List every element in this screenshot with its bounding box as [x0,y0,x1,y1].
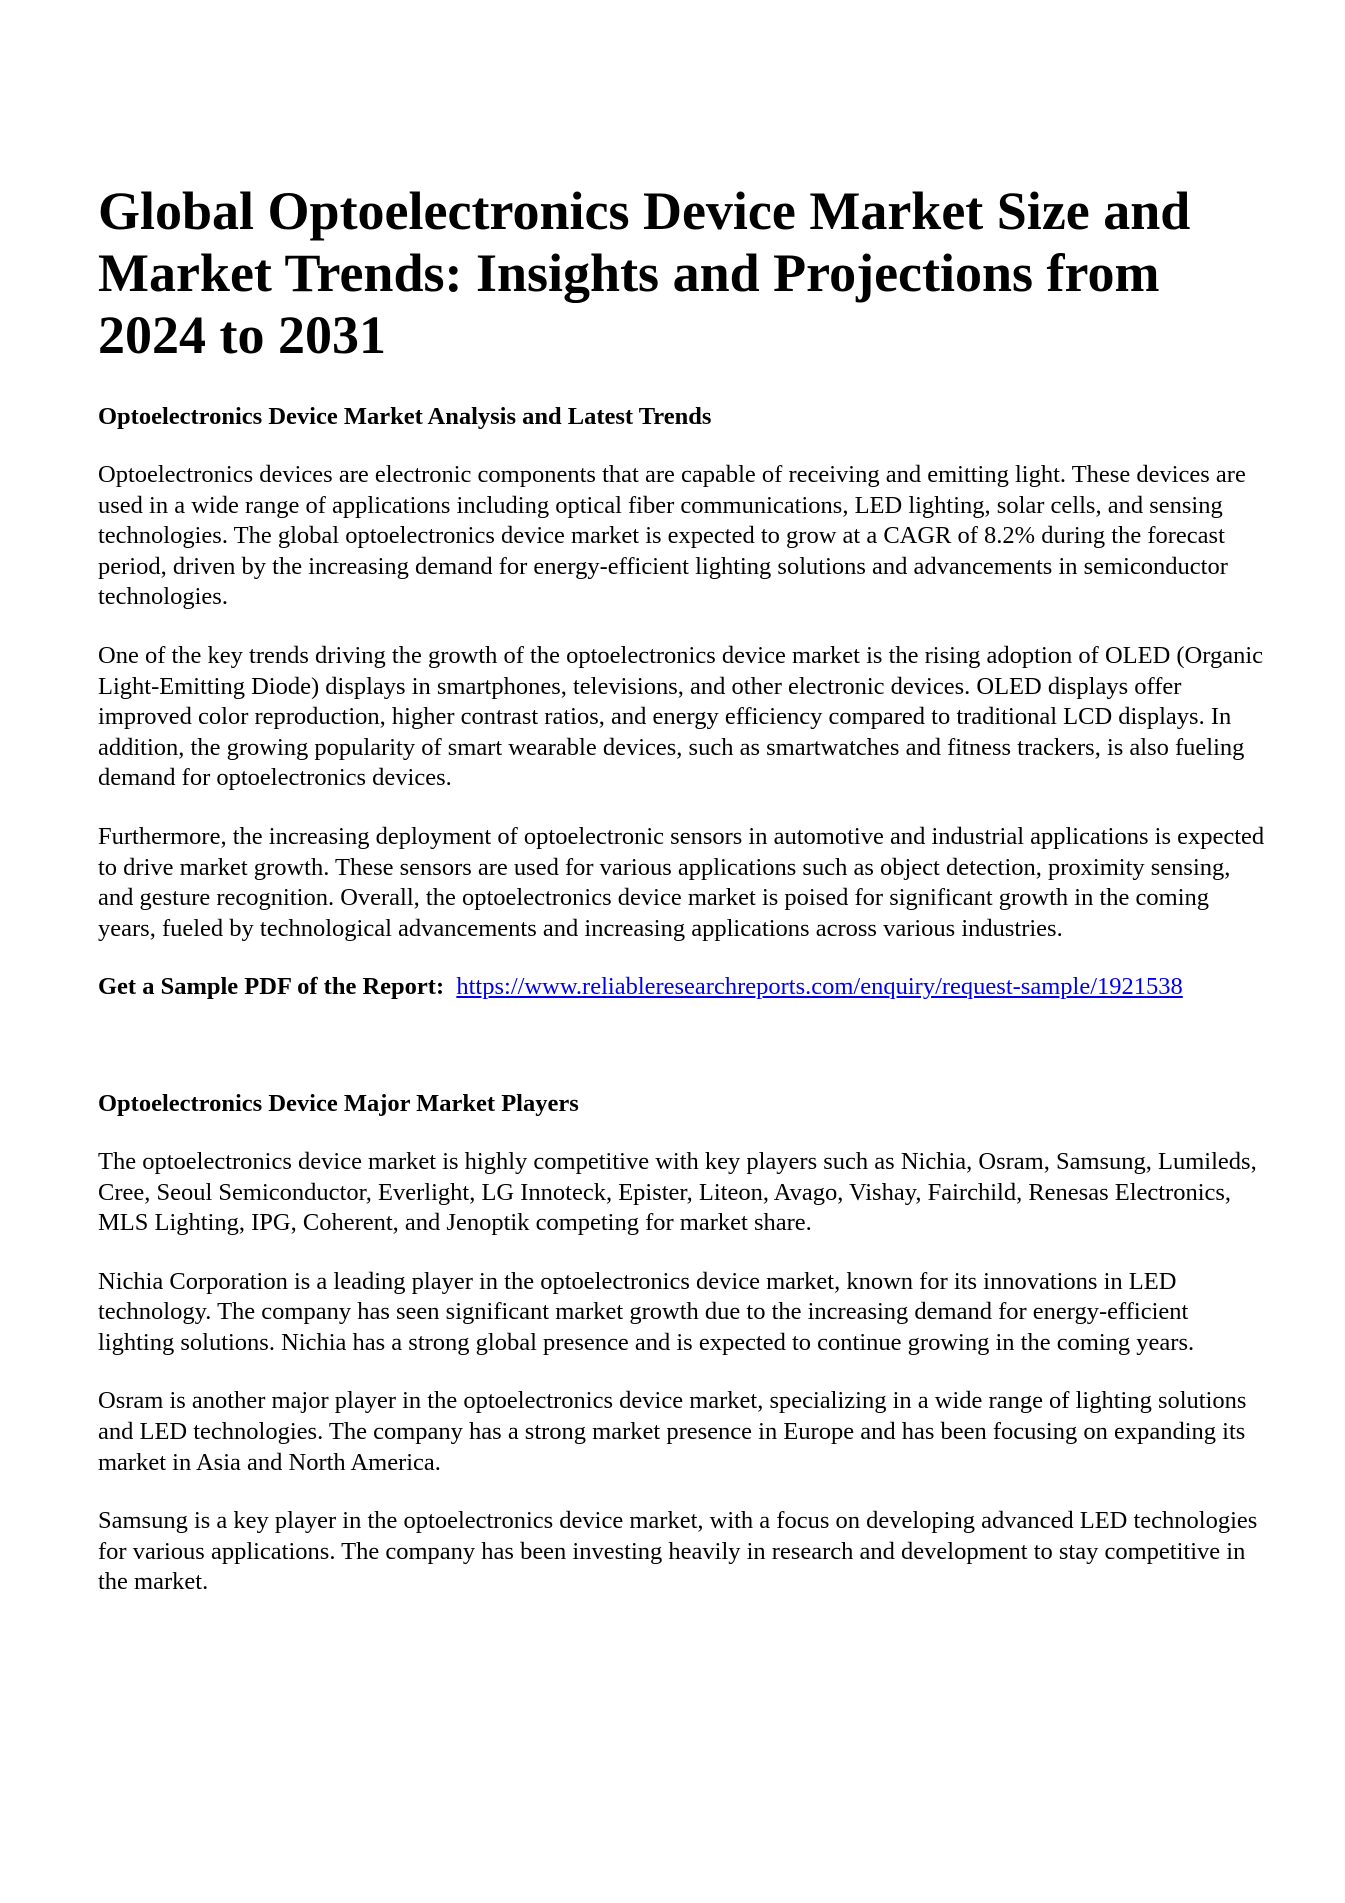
paragraph-intro: Optoelectronics devices are electronic components that are capable of receiving and emitting light. These devices are used in a wide range of applications including optical fiber communications, LED lighting, solar cells, and sensing technologies. The global optoelectronics device market is expected to grow at a CAGR of 8.2% during the forecast period, driven by the increasing demand for energy-efficient lighting solutions and advancements in semiconductor technologies. [98,461,1246,611]
paragraph-samsung: Samsung is a key player in the optoelectronics device market, with a focus on developing advanced LED technologies for various applications. The company has been investing heavily in research and development to stay competitive in the market. [98,1507,1258,1596]
section-heading: Optoelectronics Device Major Market Players [98,1089,579,1117]
sample-pdf-link[interactable]: https://www.reliableresearchreports.com/enquiry/request-sample/1921538 [456,973,1183,1001]
document-page [98,180,1268,1626]
sample-pdf-label: Get a Sample PDF of the Report: [98,973,445,1001]
sample-pdf-line [98,972,1268,1003]
paragraph-nichia: Nichia Corporation is a leading player in the optoelectronics device market, known for its innovations in LED technology. The company has seen significant market growth due to the increasing demand for energy-efficient lighting solutions. Nichia has a strong global presence and is expected to continue growing in the coming years. [98,1267,1195,1356]
section-heading: Optoelectronics Device Market Analysis and Latest Trends [98,403,712,430]
paragraph-players-list: The optoelectronics device market is highly competitive with key players such as Nichia, Osram, Samsung, Lumileds, Cree, Seoul Semiconductor, Everlight, LG Innoteck, Epister, Liteon, Avago, Vishay, Fairchild, Renesas Electronics, MLS Lighting, IPG, Coherent, and Jenoptik competing for market share. [98,1147,1257,1237]
section-market-players [98,1089,1268,1598]
paragraph-osram: Osram is another major player in the optoelectronics device market, specializing in a wide range of lighting solutions and LED technologies. The company has a strong market presence in Europe and has been focusing on expanding its market in Asia and North America. [98,1387,1247,1476]
paragraph-sensors: Furthermore, the increasing deployment of optoelectronic sensors in automotive and industrial applications is expected to drive market growth. These sensors are used for various applications such as object detection, proximity sensing, and gesture recognition. Overall, the optoelectronics device market is poised for significant growth in the coming years, fueled by technological advancements and increasing applications across various industries. [98,822,1265,942]
paragraph-oled-trends: One of the key trends driving the growth of the optoelectronics device market is the rising adoption of OLED (Organic Light-Emitting Diode) displays in smartphones, televisions, and other electronic devices. OLED displays offer improved color reproduction, higher contrast ratios, and energy efficiency compared to traditional LCD displays. In addition, the growing popularity of smart wearable devices, such as smartwatches and fitness trackers, is also fueling demand for optoelectronics devices. [98,641,1264,792]
section-spacer [98,1003,1268,1089]
page-title: Global Optoelectronics Device Market Size and Market Trends: Insights and Projections from 2024 to 2031 [98,181,1191,365]
section-analysis-trends [98,402,1268,1003]
